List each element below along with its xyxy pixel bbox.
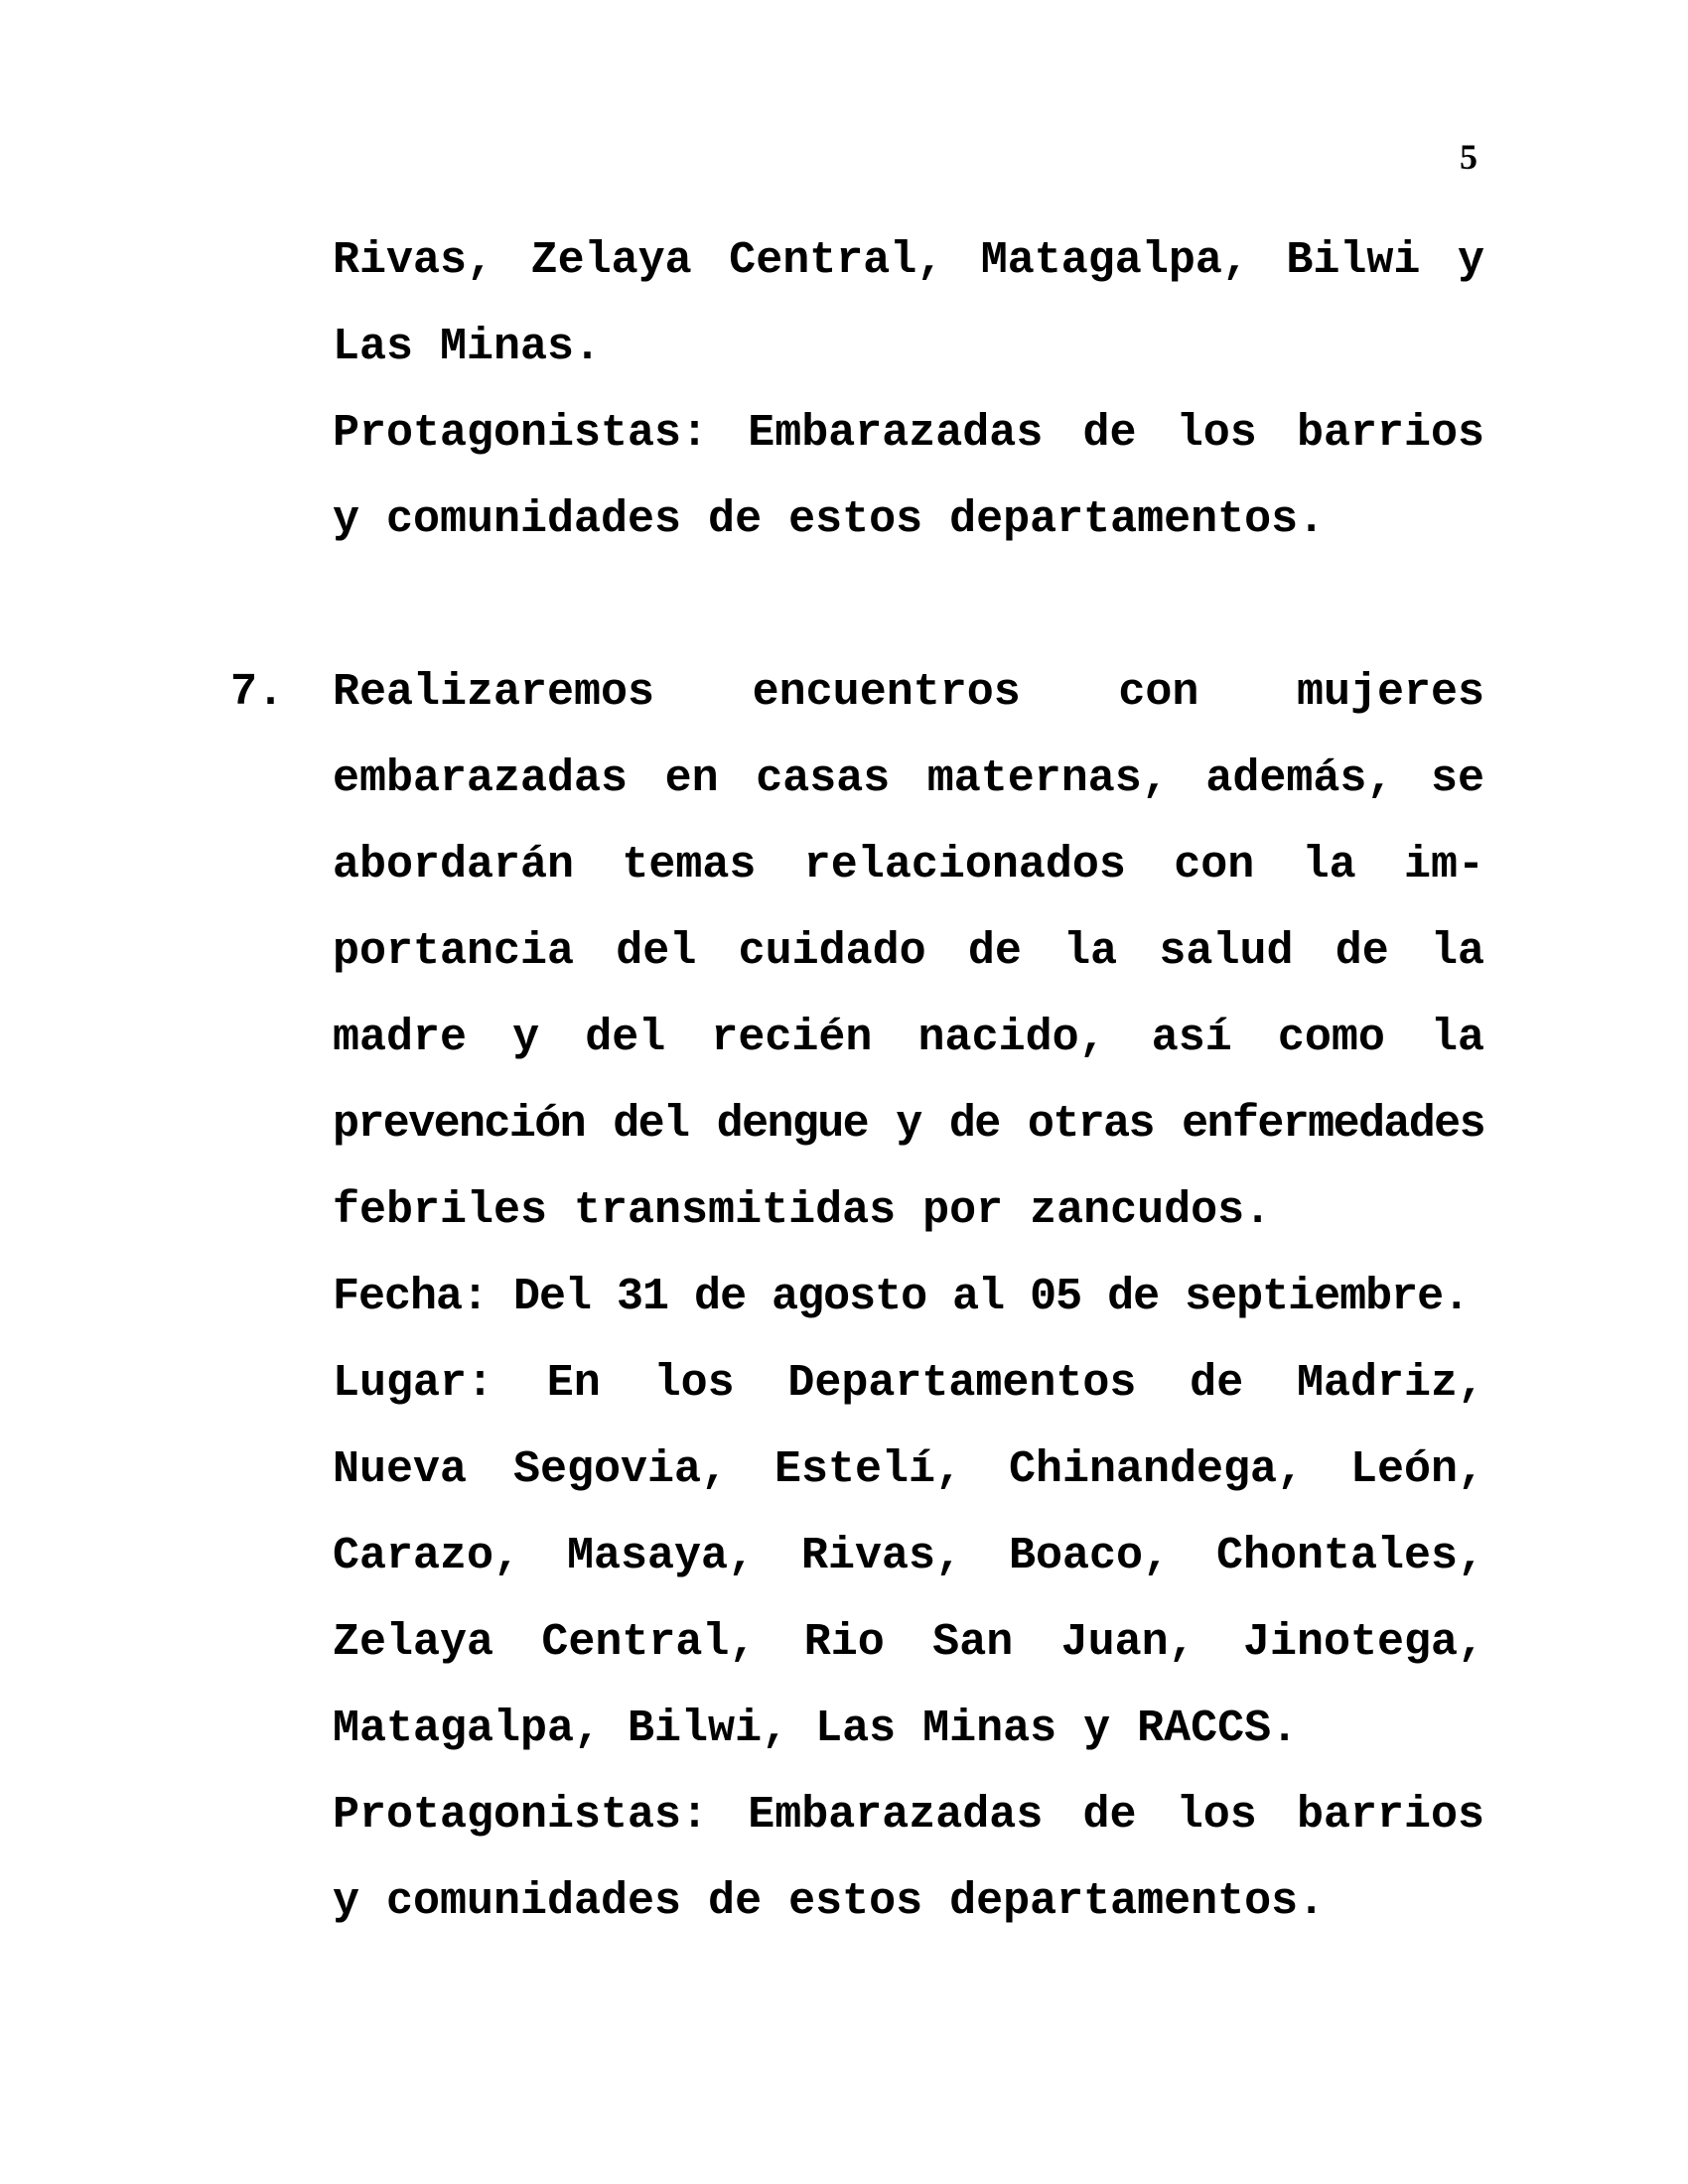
text-line: Las Minas.: [333, 322, 602, 372]
text-line: embarazadas en casas maternas, además, se: [333, 753, 1484, 804]
text-line: Nueva Segovia, Estelí, Chinandega, León,: [333, 1444, 1484, 1495]
page-number: 5: [1460, 137, 1477, 177]
protagonists-line: Protagonistas: Embarazadas de los barrios: [333, 1790, 1484, 1841]
item-number: 7.: [230, 667, 285, 718]
text-line: Zelaya Central, Rio San Juan, Jinotega,: [333, 1617, 1484, 1668]
text-line: febriles transmitidas por zancudos.: [333, 1185, 1272, 1236]
text-line: Rivas, Zelaya Central, Matagalpa, Bilwi y: [333, 235, 1484, 286]
place-line: Lugar: En los Departamentos de Madriz,: [333, 1358, 1484, 1409]
text-line: y comunidades de estos departamentos.: [333, 494, 1326, 545]
text-line: Carazo, Masaya, Rivas, Boaco, Chontales,: [333, 1531, 1484, 1581]
text-line: Protagonistas: Embarazadas de los barrios: [333, 408, 1484, 459]
item-7-paragraph: [333, 649, 1484, 1945]
text-line: abordarán temas relacionados con la im-: [333, 840, 1484, 890]
text-line: y comunidades de estos departamentos.: [333, 1876, 1326, 1927]
text-line: Matagalpa, Bilwi, Las Minas y RACCS.: [333, 1704, 1299, 1754]
date-line: Fecha: Del 31 de agosto al 05 de septiembre.: [333, 1272, 1470, 1322]
text-line: Realizaremos encuentros con mujeres: [333, 667, 1484, 718]
continuation-paragraph: [333, 217, 1484, 563]
text-line: portancia del cuidado de la salud de la: [333, 926, 1484, 977]
text-line: prevención del dengue y de otras enfermedades: [333, 1099, 1484, 1150]
text-line: madre y del recién nacido, así como la: [333, 1013, 1484, 1063]
